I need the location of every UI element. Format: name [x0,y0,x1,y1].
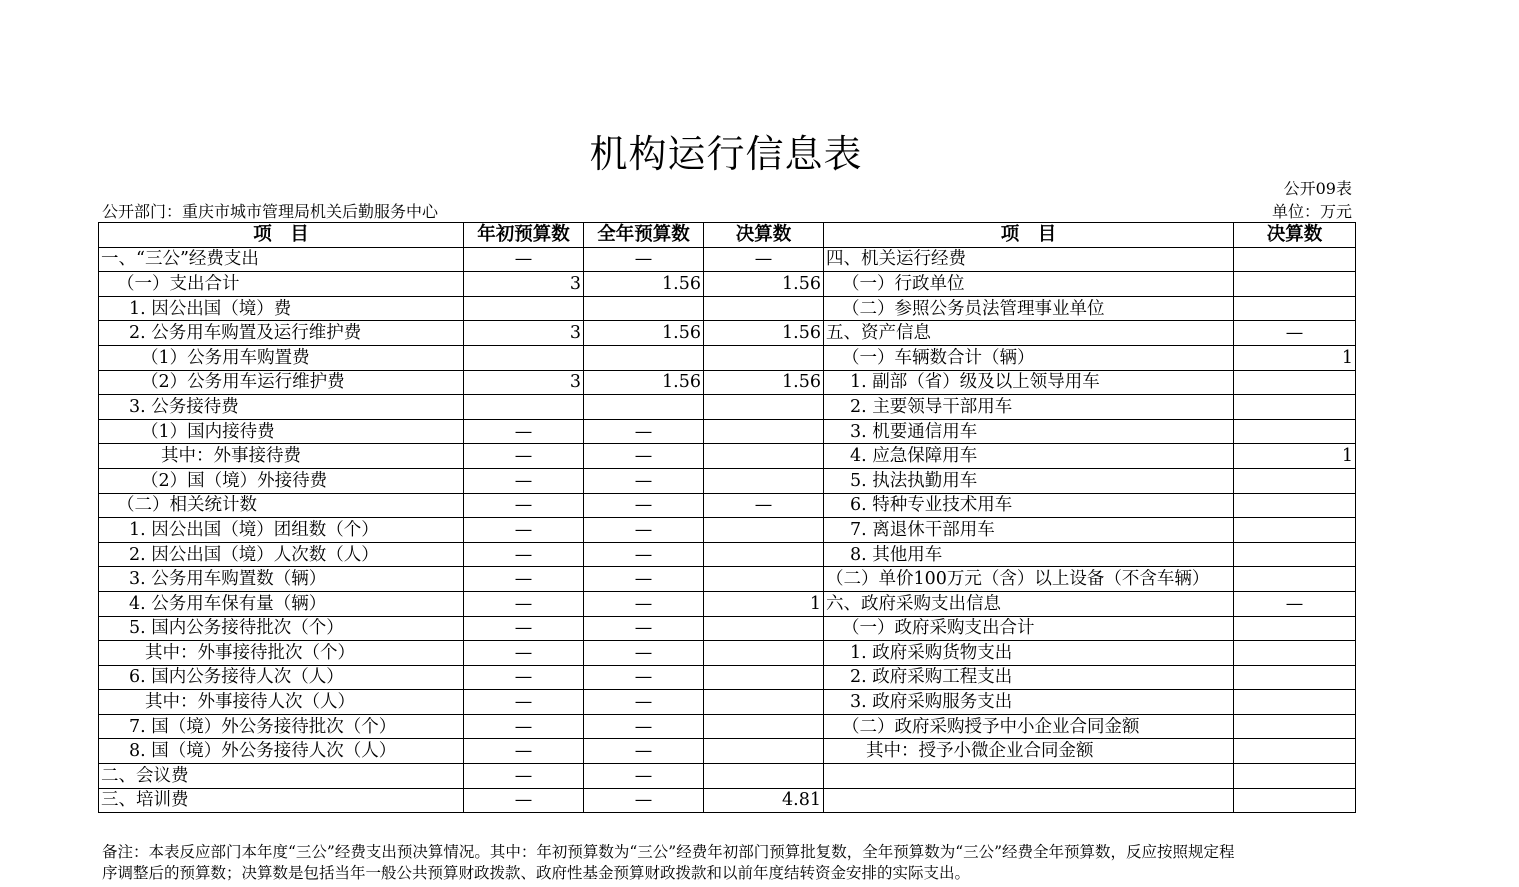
cell-final-account [704,665,824,690]
cell-item-right: 3. 政府采购服务支出 [824,690,1234,715]
cell-annual-budget: 1.56 [584,370,704,395]
cell-final-account [704,468,824,493]
cell-initial-budget: — [464,764,584,789]
cell-item-right: 6. 特种专业技术用车 [824,493,1234,518]
cell-final-account-right [1234,714,1356,739]
cell-final-account: — [704,247,824,272]
cell-initial-budget: — [464,690,584,715]
cell-annual-budget: — [584,542,704,567]
cell-final-account [704,567,824,592]
cell-item-right: 1. 副部（省）级及以上领导用车 [824,370,1234,395]
cell-final-account-right: — [1234,321,1356,346]
table-row [99,296,1356,321]
cell-final-account-right [1234,764,1356,789]
cell-initial-budget: — [464,518,584,543]
cell-initial-budget: — [464,247,584,272]
cell-item-left: （2）公务用车运行维护费 [99,370,464,395]
cell-final-account-right: 1 [1234,444,1356,469]
table-row [99,345,1356,370]
cell-final-account [704,444,824,469]
cell-annual-budget: — [584,518,704,543]
cell-annual-budget: 1.56 [584,272,704,297]
table-row [99,764,1356,789]
cell-initial-budget: — [464,739,584,764]
cell-annual-budget: — [584,247,704,272]
cell-item-right: （二）政府采购授予中小企业合同金额 [824,714,1234,739]
cell-final-account-right [1234,272,1356,297]
cell-item-right: 7. 离退休干部用车 [824,518,1234,543]
cell-item-left: 6. 国内公务接待人次（人） [99,665,464,690]
cell-item-right: 四、机关运行经费 [824,247,1234,272]
cell-initial-budget: — [464,714,584,739]
cell-initial-budget [464,395,584,420]
cell-initial-budget: — [464,493,584,518]
cell-item-right: （一）行政单位 [824,272,1234,297]
cell-initial-budget: — [464,542,584,567]
table-row [99,518,1356,543]
cell-initial-budget: 3 [464,370,584,395]
table-header-row [99,223,1356,248]
cell-item-right: （二）参照公务员法管理事业单位 [824,296,1234,321]
cell-initial-budget [464,296,584,321]
cell-final-account [704,764,824,789]
cell-final-account: 4.81 [704,788,824,813]
cell-annual-budget: — [584,641,704,666]
page-title: 机构运行信息表 [589,132,863,176]
cell-annual-budget: — [584,444,704,469]
table-row [99,247,1356,272]
cell-final-account-right [1234,690,1356,715]
cell-final-account-right [1234,370,1356,395]
cell-item-right [824,764,1234,789]
cell-final-account: — [704,493,824,518]
cell-annual-budget: — [584,591,704,616]
table-row [99,690,1356,715]
cell-annual-budget: — [584,419,704,444]
cell-final-account: 1.56 [704,370,824,395]
cell-annual-budget: 1.56 [584,321,704,346]
cell-initial-budget: 3 [464,321,584,346]
cell-final-account [704,542,824,567]
cell-item-left: 8. 国（境）外公务接待人次（人） [99,739,464,764]
cell-final-account [704,714,824,739]
table-row [99,395,1356,420]
note-line-2: 序调整后的预算数；决算数是包括当年一般公共预算财政拨款、政府性基金预算财政拨款和以前年度结转资金安排的实际支出。 [102,864,971,882]
cell-annual-budget: — [584,567,704,592]
cell-item-left: 7. 国（境）外公务接待批次（个） [99,714,464,739]
table-body [99,247,1356,813]
cell-final-account-right [1234,788,1356,813]
cell-final-account-right [1234,616,1356,641]
table-row [99,739,1356,764]
table-row [99,641,1356,666]
note-line-1: 备注：本表反应部门本年度“三公”经费支出预决算情况。其中：年初预算数为“三公”经费年初部门预算批复数，全年预算数为“三公”经费全年预算数，反应按照规定程 [102,843,1235,861]
cell-item-left: 二、会议费 [99,764,464,789]
cell-item-left: 一、“三公”经费支出 [99,247,464,272]
unit-label: 单位：万元 [1271,202,1352,221]
cell-item-right: （一）车辆数合计（辆） [824,345,1234,370]
cell-annual-budget: — [584,468,704,493]
header-item-right: 项 目 [824,223,1234,248]
cell-final-account-right [1234,641,1356,666]
cell-final-account [704,739,824,764]
table-row [99,321,1356,346]
cell-final-account-right [1234,247,1356,272]
cell-item-left: 3. 公务用车购置数（辆） [99,567,464,592]
cell-initial-budget: 3 [464,272,584,297]
cell-initial-budget: — [464,468,584,493]
cell-initial-budget: — [464,591,584,616]
cell-item-left: 3. 公务接待费 [99,395,464,420]
cell-item-right: 2. 政府采购工程支出 [824,665,1234,690]
info-table [98,222,1356,813]
table-row [99,468,1356,493]
header-final-account: 决算数 [704,223,824,248]
department-label: 公开部门：重庆市城市管理局机关后勤服务中心 [102,202,439,221]
cell-final-account [704,419,824,444]
cell-annual-budget: — [584,739,704,764]
table-row [99,616,1356,641]
cell-annual-budget: — [584,690,704,715]
table-row [99,665,1356,690]
cell-final-account [704,345,824,370]
cell-final-account [704,641,824,666]
cell-final-account-right [1234,518,1356,543]
cell-item-right: 六、政府采购支出信息 [824,591,1234,616]
table-row [99,272,1356,297]
cell-item-right [824,788,1234,813]
cell-item-right: 其中：授予小微企业合同金额 [824,739,1234,764]
cell-final-account: 1.56 [704,272,824,297]
cell-item-left: 4. 公务用车保有量（辆） [99,591,464,616]
cell-final-account-right [1234,739,1356,764]
cell-item-left: 2. 因公出国（境）人次数（人） [99,542,464,567]
cell-final-account [704,616,824,641]
cell-final-account: 1 [704,591,824,616]
cell-item-right: 3. 机要通信用车 [824,419,1234,444]
cell-final-account-right: 1 [1234,345,1356,370]
cell-annual-budget: — [584,616,704,641]
cell-final-account [704,518,824,543]
cell-initial-budget: — [464,444,584,469]
cell-item-left: （一）支出合计 [99,272,464,297]
cell-item-left: 三、培训费 [99,788,464,813]
header-final-account-right: 决算数 [1234,223,1356,248]
cell-initial-budget [464,345,584,370]
cell-item-right: 2. 主要领导干部用车 [824,395,1234,420]
header-item-left: 项 目 [99,223,464,248]
cell-final-account-right [1234,296,1356,321]
table-row [99,714,1356,739]
cell-annual-budget [584,345,704,370]
header-annual-budget: 全年预算数 [584,223,704,248]
cell-initial-budget: — [464,788,584,813]
cell-final-account-right [1234,419,1356,444]
cell-item-right: （二）单价100万元（含）以上设备（不含车辆） [824,567,1234,592]
cell-item-right: 五、资产信息 [824,321,1234,346]
form-number: 公开09表 [1283,179,1352,198]
cell-item-right: 1. 政府采购货物支出 [824,641,1234,666]
cell-item-left: 2. 公务用车购置及运行维护费 [99,321,464,346]
cell-final-account-right [1234,567,1356,592]
table-row [99,788,1356,813]
cell-initial-budget: — [464,616,584,641]
cell-final-account-right [1234,542,1356,567]
cell-final-account-right [1234,468,1356,493]
cell-annual-budget: — [584,665,704,690]
cell-item-left: （二）相关统计数 [99,493,464,518]
cell-final-account-right: — [1234,591,1356,616]
cell-annual-budget: — [584,764,704,789]
cell-final-account-right [1234,665,1356,690]
cell-final-account: 1.56 [704,321,824,346]
cell-item-right: （一）政府采购支出合计 [824,616,1234,641]
cell-final-account [704,296,824,321]
table-row [99,591,1356,616]
cell-item-left: （1）公务用车购置费 [99,345,464,370]
cell-item-left: 其中：外事接待人次（人） [99,690,464,715]
header-initial-budget: 年初预算数 [464,223,584,248]
table-row [99,419,1356,444]
cell-initial-budget: — [464,641,584,666]
cell-item-left: 5. 国内公务接待批次（个） [99,616,464,641]
cell-item-left: （1）国内接待费 [99,419,464,444]
cell-annual-budget [584,296,704,321]
cell-annual-budget: — [584,493,704,518]
table-note [102,842,1352,884]
cell-item-left: 其中：外事接待费 [99,444,464,469]
cell-item-left: 其中：外事接待批次（个） [99,641,464,666]
table-row [99,542,1356,567]
cell-annual-budget: — [584,714,704,739]
cell-final-account-right [1234,395,1356,420]
table-row [99,567,1356,592]
table-row [99,493,1356,518]
cell-item-left: 1. 因公出国（境）团组数（个） [99,518,464,543]
cell-initial-budget: — [464,567,584,592]
table-row [99,444,1356,469]
cell-item-right: 8. 其他用车 [824,542,1234,567]
cell-annual-budget: — [584,788,704,813]
cell-initial-budget: — [464,419,584,444]
cell-item-left: 1. 因公出国（境）费 [99,296,464,321]
table-row [99,370,1356,395]
cell-item-right: 5. 执法执勤用车 [824,468,1234,493]
cell-item-left: （2）国（境）外接待费 [99,468,464,493]
cell-final-account [704,395,824,420]
cell-annual-budget [584,395,704,420]
cell-final-account-right [1234,493,1356,518]
cell-final-account [704,690,824,715]
cell-item-right: 4. 应急保障用车 [824,444,1234,469]
cell-initial-budget: — [464,665,584,690]
